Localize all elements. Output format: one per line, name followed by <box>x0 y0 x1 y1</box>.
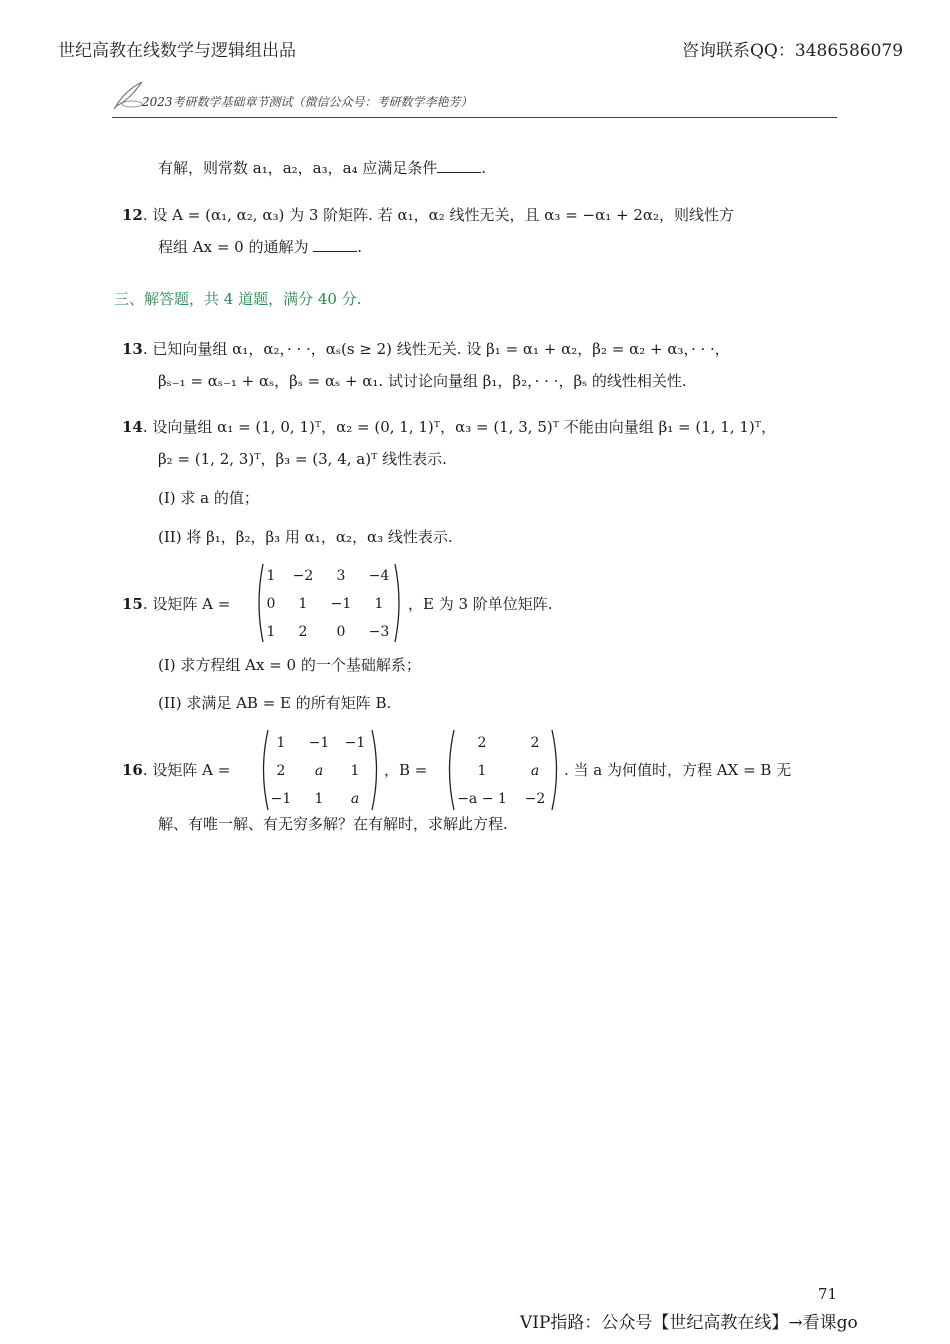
q12-line2 <box>158 237 362 257</box>
q16-mid: ，B = <box>384 761 428 779</box>
header-divider <box>112 117 837 118</box>
q14-number: 14 <box>122 418 143 436</box>
matrix-cell: 2 <box>477 735 487 751</box>
header-contact: 咨询联系QQ：3486586079 <box>682 41 904 61</box>
answer-blank <box>313 237 357 252</box>
header-left-title: 世纪高教在线数学与逻辑组出品 <box>58 41 296 61</box>
matrix-cell: −2 <box>292 568 314 584</box>
matrix-cell: −a − 1 <box>457 791 507 807</box>
q12-text2: 程组 Ax = 0 的通解为 <box>158 238 309 256</box>
answer-blank <box>437 158 481 173</box>
matrix-cell: −1 <box>344 735 366 751</box>
q15-post: ，E 为 3 阶单位矩阵. <box>408 595 553 613</box>
q11-end: . <box>481 159 487 177</box>
matrix-cell: 1 <box>298 596 308 612</box>
matrix-q15 <box>254 562 404 644</box>
matrix-cell: 1 <box>266 568 276 584</box>
matrix-cell: 1 <box>350 763 360 779</box>
q12-number: 12 <box>122 206 143 224</box>
matrix-cell: 1 <box>276 735 286 751</box>
q16-line2: 解、有唯一解、有无穷多解？在有解时，求解此方程. <box>158 815 508 833</box>
q15-number: 15 <box>122 595 143 613</box>
q16-pre: . 设矩阵 A = <box>142 761 231 779</box>
q16-line1 <box>122 760 230 780</box>
q14-part1: (I) 求 a 的值； <box>158 489 259 507</box>
q15-line1 <box>122 594 230 614</box>
q12-line1 <box>122 205 734 225</box>
matrix-cell: 1 <box>477 763 487 779</box>
q14-line1 <box>122 417 776 437</box>
q14-part2: (II) 将 β₁，β₂，β₃ 用 α₁，α₂，α₃ 线性表示. <box>158 528 453 546</box>
matrix-cell: −1 <box>308 735 330 751</box>
q16-post: . 当 a 为何值时，方程 AX = B 无 <box>564 761 792 779</box>
q13-line1 <box>122 339 730 359</box>
matrix-q16-b <box>444 728 562 812</box>
matrix-q16-a <box>258 728 382 812</box>
q13-number: 13 <box>122 340 143 358</box>
matrix-cell: 2 <box>298 624 308 640</box>
matrix-cell: 0 <box>336 624 346 640</box>
matrix-cell: 3 <box>336 568 346 584</box>
section-heading: 三、解答题，共 4 道题，满分 40 分. <box>114 290 362 308</box>
page-number: 71 <box>818 1285 838 1303</box>
matrix-cell: −2 <box>524 791 546 807</box>
matrix-cell: 2 <box>530 735 540 751</box>
q16-number: 16 <box>122 761 143 779</box>
matrix-cell: 1 <box>374 596 384 612</box>
q11-tail <box>158 158 486 178</box>
matrix-cell: a <box>350 791 360 807</box>
q13-text1: . 已知向量组 α₁，α₂，· · ·，αₛ(s ≥ 2) 线性无关. 设 β₁ = α₁ + α₂，β₂ = α₂ + α₃，· · ·， <box>142 340 730 358</box>
q11-text: 有解，则常数 a₁，a₂，a₃，a₄ 应满足条件 <box>158 159 438 177</box>
quill-pen-icon <box>112 80 146 110</box>
matrix-cell: a <box>314 763 324 779</box>
header-subtitle: 2023考研数学基础章节测试（微信公众号：考研数学李艳芳） <box>142 95 473 109</box>
footer-vip-text: VIP指路：公众号【世纪高教在线】→看课go <box>520 1313 858 1333</box>
matrix-cell: −1 <box>330 596 352 612</box>
q14-text1: . 设向量组 α₁ = (1, 0, 1)ᵀ，α₂ = (0, 1, 1)ᵀ，α₃ = (1, 3, 5)ᵀ 不能由向量组 β₁ = (1, 1, 1)ᵀ， <box>142 418 777 436</box>
matrix-cell: −4 <box>368 568 390 584</box>
matrix-cell: 1 <box>266 624 276 640</box>
q13-line2: βₛ₋₁ = αₛ₋₁ + αₛ，βₛ = αₛ + α₁. 试讨论向量组 β₁，β₂，· · ·，βₛ 的线性相关性. <box>158 372 687 390</box>
matrix-cell: 2 <box>276 763 286 779</box>
matrix-cell: 1 <box>314 791 324 807</box>
matrix-cell: 0 <box>266 596 276 612</box>
matrix-cell: −3 <box>368 624 390 640</box>
q15-part1: (I) 求方程组 Ax = 0 的一个基础解系； <box>158 656 421 674</box>
matrix-cell: a <box>530 763 540 779</box>
q15-pre: . 设矩阵 A = <box>142 595 231 613</box>
q12-text1: . 设 A = (α₁, α₂, α₃) 为 3 阶矩阵. 若 α₁，α₂ 线性无关，且 α₃ = −α₁ + 2α₂，则线性方 <box>142 206 735 224</box>
matrix-cell: −1 <box>270 791 292 807</box>
q14-line2: β₂ = (1, 2, 3)ᵀ，β₃ = (3, 4, a)ᵀ 线性表示. <box>158 450 447 468</box>
q15-part2: (II) 求满足 AB = E 的所有矩阵 B. <box>158 694 392 712</box>
q12-end: . <box>357 238 363 256</box>
